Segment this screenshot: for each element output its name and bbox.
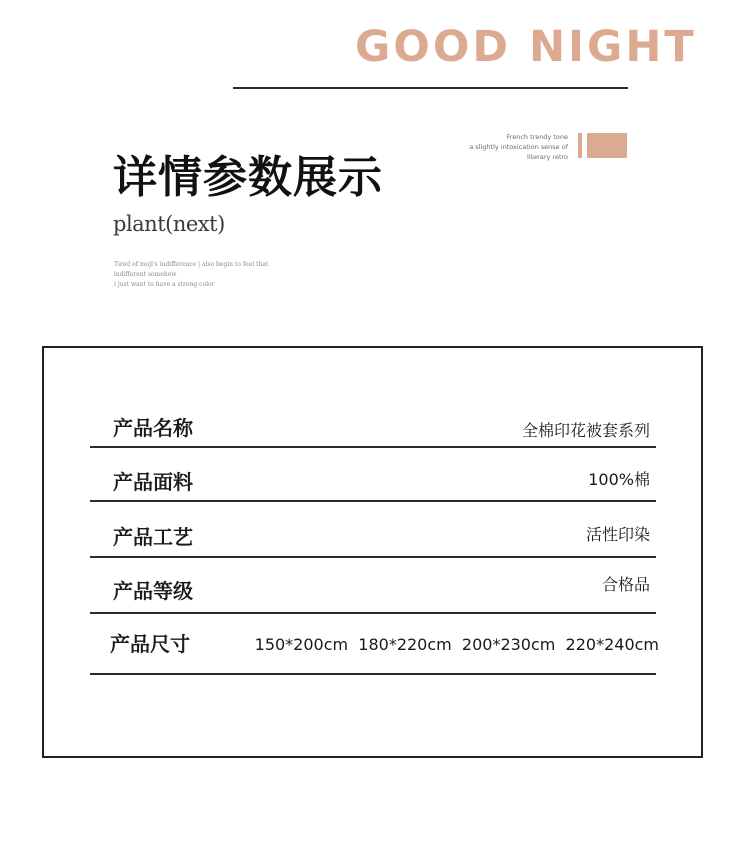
spec-table-frame bbox=[42, 346, 703, 758]
spec-value-size: 150*200cm 180*220cm 200*230cm 220*240cm bbox=[254, 635, 659, 654]
spec-value-process: 活性印染 bbox=[585, 525, 650, 544]
brand-wordmark: plant(next) bbox=[113, 212, 225, 236]
tagline-line: literary retro bbox=[527, 153, 568, 161]
spec-row-divider bbox=[90, 673, 656, 675]
spec-value-grade: 合格品 bbox=[601, 575, 650, 594]
accent-block bbox=[587, 133, 627, 158]
spec-value-fabric: 100%棉 bbox=[588, 470, 650, 489]
spec-label-name: 产品名称 bbox=[113, 416, 193, 440]
blurb bbox=[114, 260, 314, 290]
spec-row-divider bbox=[90, 556, 656, 558]
blurb-line: Tired of moji's indifference | also begin to feel that bbox=[114, 261, 269, 268]
headline-good-night: GOOD NIGHT bbox=[355, 22, 697, 72]
spec-label-process: 产品工艺 bbox=[113, 525, 193, 549]
page-title: 详情参数展示 bbox=[113, 152, 383, 203]
tagline-line: French trendy tone bbox=[506, 133, 568, 141]
header-divider bbox=[233, 87, 628, 89]
accent-bar-thin bbox=[578, 133, 582, 158]
spec-label-fabric: 产品面料 bbox=[113, 470, 193, 494]
spec-row-divider bbox=[90, 500, 656, 502]
blurb-line: i just want to have a strong color bbox=[114, 281, 215, 288]
spec-row-divider bbox=[90, 446, 656, 448]
spec-label-grade: 产品等级 bbox=[113, 579, 193, 603]
tagline bbox=[440, 132, 568, 162]
spec-row-divider bbox=[90, 612, 656, 614]
spec-label-size: 产品尺寸 bbox=[110, 632, 190, 656]
tagline-line: a slightly intoxication sense of bbox=[469, 143, 568, 151]
spec-value-name: 全棉印花被套系列 bbox=[521, 421, 650, 440]
blurb-line: indifferent somehow bbox=[114, 271, 177, 278]
